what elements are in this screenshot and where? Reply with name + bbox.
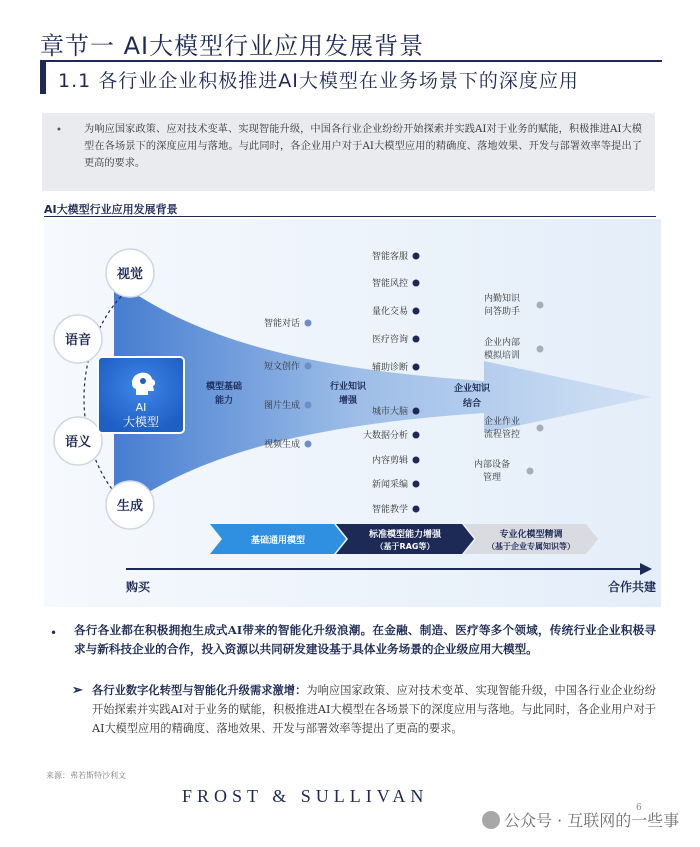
modality-speech [54,315,102,363]
svg-text:基础通用模型: 基础通用模型 [250,536,306,546]
col3-item-4-line2: 管理 [482,473,502,483]
col1-dot-3 [305,402,312,409]
svg-text:语音: 语音 [64,333,92,348]
diagram-heading: AI大模型行业应用发展背景 [44,203,178,216]
col1-dot-4 [305,441,312,448]
col2-dot-10 [413,506,420,513]
stage-label-1-line2: 能力 [214,396,234,406]
col2-item-3: 量化交易 [371,307,408,317]
col2-item-9: 新闻采编 [371,480,408,490]
col2-dot-4 [413,336,420,343]
frost-sullivan-logo: FROST & SULLIVAN [182,786,429,806]
col3-item-2-line1: 企业内部 [483,338,521,348]
section-title: 1.1 各行业企业积极推进AI大模型在业务场景下的深度应用 [58,70,579,92]
col3-item-3-line2: 流程管控 [483,430,521,440]
chevron-enhanced [336,524,474,554]
axis-left-label: 购买 [126,580,151,594]
col2-item-4: 医疗咨询 [371,335,408,345]
main-bullet-dot: • [50,626,58,640]
intro-bullet: • [56,125,62,136]
svg-text:语义: 语义 [64,435,92,450]
svg-text:生成: 生成 [116,499,144,514]
stage-label-1-line1: 模型基础 [205,382,243,392]
sub-point-title: 各行业数字化转型与智能化升级需求激增： [92,683,307,697]
col2-item-7: 大数据分析 [362,431,408,441]
modality-generation [106,481,154,529]
diagram [44,219,661,607]
col2-item-8: 内容剪辑 [371,456,408,466]
sub-point [92,681,656,738]
source-note: 来源：弗若斯特沙利文 [46,771,126,780]
col2-item-10: 智能教学 [371,505,408,515]
col1-dot-1 [305,320,312,327]
col2-dot-6 [413,408,420,415]
col1-item-1: 智能对话 [263,319,300,329]
col1-dot-2 [305,363,312,370]
stage-label-2-line1: 行业知识 [329,382,367,392]
section-marker [40,62,46,94]
col1-item-4: 视频生成 [263,440,300,450]
col3-item-4-line1: 内部设备 [473,460,511,470]
chevron-foundation [210,524,346,554]
watermark [482,808,679,831]
diagram-heading-rule [44,216,656,217]
chevron-specialized [464,524,598,554]
col3-item-1-line2: 问答助手 [483,307,521,317]
stage-label-2-line2: 增强 [338,396,358,406]
svg-text:标准模型能力增强: 标准模型能力增强 [368,530,442,540]
col2-item-2: 智能风控 [371,279,408,289]
main-bullet-text: 各行各业都在积极拥抱生成式AI带来的智能化升级浪潮。在金融、制造、医疗等多个领域，传统行业企业积极寻求与新科技企业的合作，投入资源以共同研发建设基于具体业务场景的企业级应用大模型。 [74,623,656,656]
col2-dot-8 [413,457,420,464]
col1-item-2: 短文创作 [263,362,300,372]
svg-text:大模型: 大模型 [122,415,160,429]
modality-vision [106,249,154,297]
diagram-svg [44,219,661,607]
col2-item-5: 辅助诊断 [371,363,408,373]
svg-text:视觉: 视觉 [116,267,144,282]
watermark-text: 公众号 · 互联网的一些事 [504,811,680,830]
col2-item-1: 智能客服 [371,252,408,262]
chapter-title: 章节一 AI大模型行业应用发展背景 [40,32,425,60]
chapter-rule [40,60,662,62]
col1-item-3: 图片生成 [263,401,300,411]
col3-dot-2 [537,346,544,353]
stage-label-3-line1: 企业知识 [453,384,491,394]
col3-item-2-line2: 模拟培训 [483,351,521,361]
sub-point-text: 为响应国家政策、应对技术变革、实现智能升级，中国各行业企业纷纷开始探索并实践AI对于业务的赋能，积极推进AI大模型在各场景下的深度应用与落地。与此同时，各企业用户对于AI大模型应用的精确度、落地效果、开发与部署效率等提出了更高的要求。 [92,684,656,735]
axis-right-label: 合作共建 [607,580,656,594]
page-number: 6 [636,803,642,813]
svg-text:AI: AI [135,401,147,414]
col2-item-6: 城市大脑 [371,407,408,417]
svg-text:（基于RAG等）: （基于RAG等） [375,542,435,551]
svg-text:（基于企业专属知识等）: （基于企业专属知识等） [487,542,575,551]
col3-dot-3 [537,425,544,432]
col3-dot-1 [537,302,544,309]
sub-point-arrow-icon: ➢ [72,683,83,698]
col2-dot-7 [413,432,420,439]
col2-dot-3 [413,308,420,315]
col3-item-3-line1: 企业作业 [483,417,521,427]
wechat-icon [482,811,500,829]
stage-label-3-line2: 结合 [462,399,482,409]
col2-dot-9 [413,481,420,488]
col2-dot-2 [413,280,420,287]
ai-core [98,357,184,433]
col2-dot-5 [413,364,420,371]
intro-text: 为响应国家政策、应对技术变革、实现智能升级，中国各行业企业纷纷开始探索并实践AI对于业务的赋能，积极推进AI大模型在各场景下的深度应用与落地。与此同时，各企业用户对于AI大模型应用的精确度、落地效果、开发与部署效率等提出了更高的要求。 [84,124,642,169]
col3-dot-4 [527,468,534,475]
modality-semantics [54,417,102,465]
col3-item-1-line1: 内勤知识 [483,294,521,304]
svg-text:专业化模型精调: 专业化模型精调 [499,530,563,540]
col2-dot-1 [413,253,420,260]
